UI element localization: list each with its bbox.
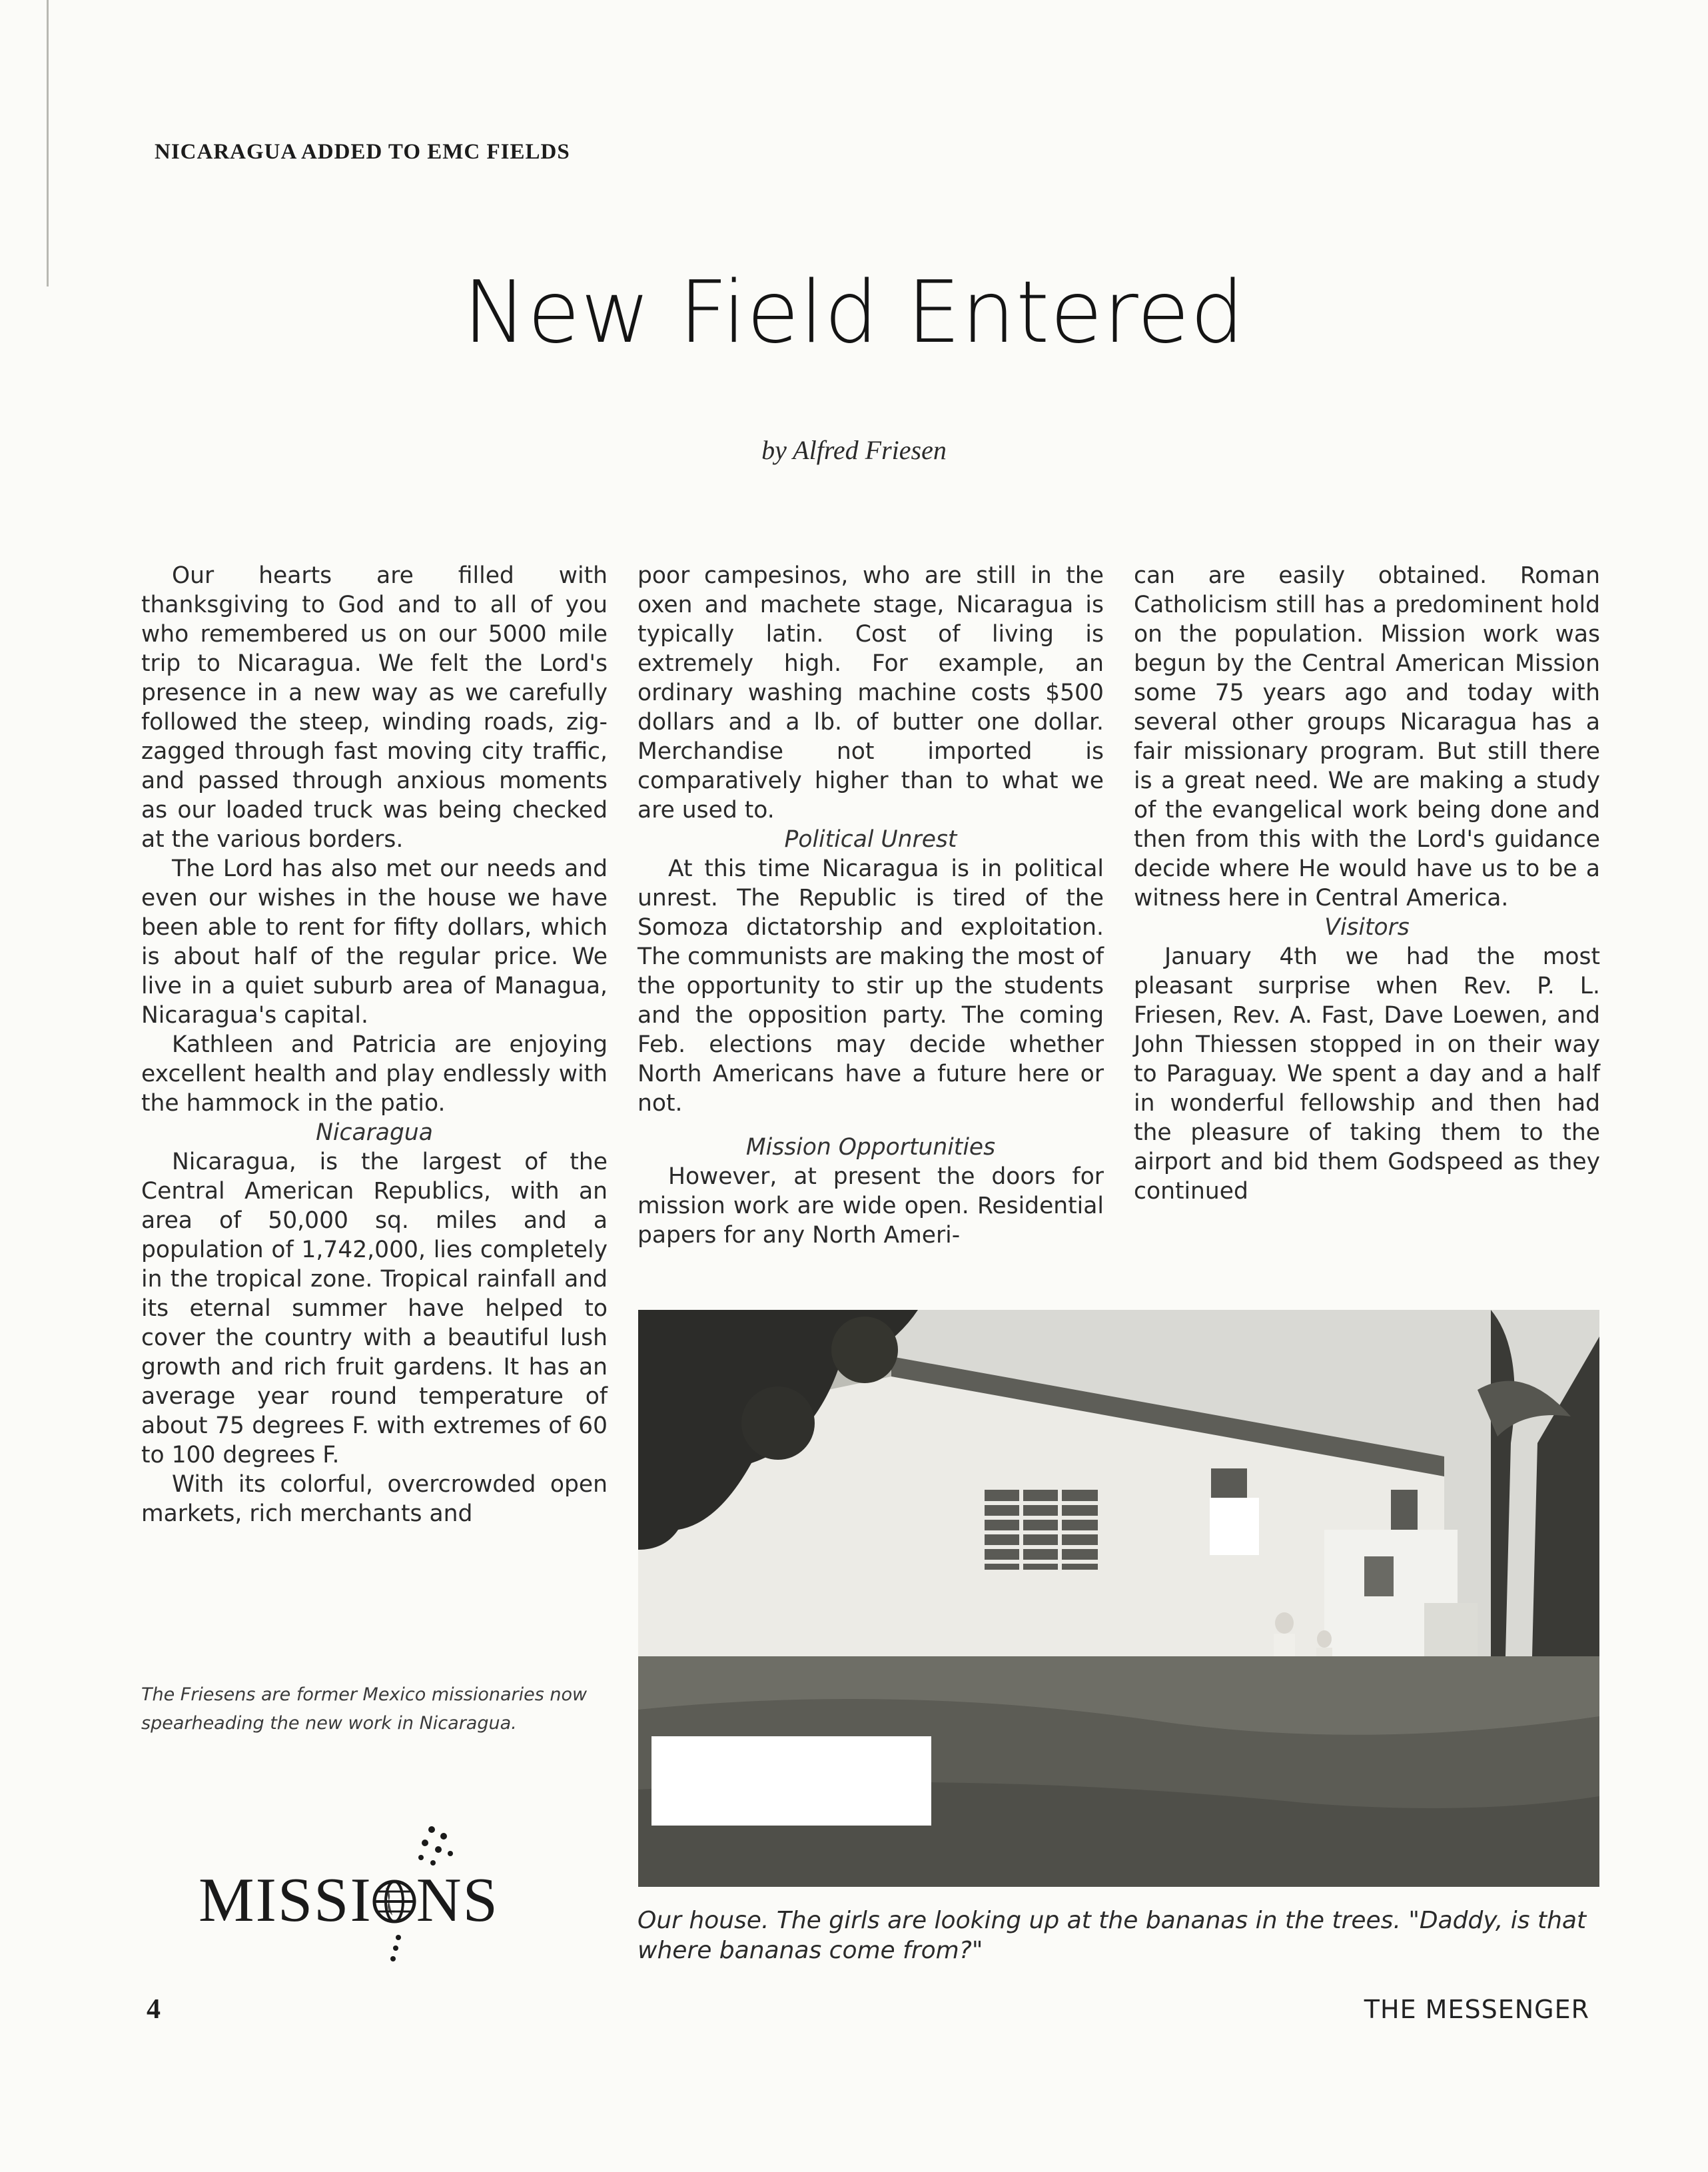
author-caption: The Friesens are former Mexico missionaries now spearheading the new work in Nicaragua.	[141, 1684, 588, 1734]
paragraph: January 4th we had the most pleasant surprise when Rev. P. L. Friesen, Rev. A. Fast, Dave Loewen, and John Thiessen stopped in on their way to Paraguay. We spent a day and a half in wonderful fellowship and then had the pleasure of taking them to the airport and bid them Godspeed as they continued	[1134, 943, 1600, 1205]
article-headline: New Field Entered	[463, 263, 1245, 362]
paragraph: At this time Nicaragua is in political unrest. The Republic is tired of the Somoza dictatorship and exploitation. The communists are making the most of the opportunity to stir up the students and the opposition party. The coming Feb. elections may decide whether North Americans have a future here or not.	[638, 855, 1104, 1117]
paragraph: With its colorful, overcrowded open markets, rich merchants and	[141, 1471, 608, 1527]
paragraph: poor campesinos, who are still in the oxen and machete stage, Nicaragua is typically latin. Cost of living is extremely high. For example, an ordinary washing machine costs $500 dollars and a lb. of butter one dollar. Merchandise not imported is comparatively higher than to what we are used to.	[638, 562, 1104, 823]
article-column-3	[1134, 561, 1600, 1206]
missions-logo	[199, 1824, 545, 1964]
paragraph: The Lord has also met our needs and even our wishes in the house we have been able to rent for fifty dollars, which is about half of the regular price. We live in a quiet suburb area of Managua, Nicaragua's capital.	[141, 855, 608, 1029]
photo-caption: Our house. The girls are looking up at the bananas in the trees. "Daddy, is that where bananas come from?"	[638, 1907, 1587, 1964]
subheading-mission-opportunities: Mission Opportunities	[745, 1134, 996, 1161]
missions-suffix: NS	[416, 1866, 499, 1935]
article-column-2	[638, 561, 1104, 1250]
publication-title: THE MESSENGER	[1364, 1995, 1589, 2024]
subheading-nicaragua: Nicaragua	[316, 1119, 433, 1146]
missions-word	[199, 1864, 499, 1936]
scan-edge	[47, 0, 49, 286]
paragraph: Nicaragua, is the largest of the Central American Republics, with an area of 50,000 sq. miles and a population of 1,742,000, lies completely in the tropical zone. Tropical rainfall and its eternal summer have helped to cover the country with a beautiful lush growth and rich fruit gardens. It has an average year round temperature of about 75 degrees F. with extremes of 60 to 100 degrees F.	[141, 1149, 608, 1468]
paragraph: Our hearts are filled with thanksgiving to God and to all of you who remembered us on our 5000 mile trip to Nicaragua. We felt the Lord's presence in a new way as we carefully followed the steep, winding roads, zig-zagged through fast moving city traffic, and passed through anxious moments as our loaded truck was being checked at the various borders.	[141, 562, 608, 853]
page-number: 4	[147, 1994, 161, 2025]
article-column-1	[141, 561, 608, 1528]
missions-prefix: MISSI	[199, 1866, 372, 1935]
house-photo-illustration	[638, 1310, 1599, 1887]
article-byline: by Alfred Friesen	[761, 435, 947, 465]
paragraph: However, at present the doors for mission work are wide open. Residential papers for any North Ameri-	[638, 1163, 1104, 1249]
paragraph: Kathleen and Patricia are enjoying excellent health and play endlessly with the hammock in the patio.	[141, 1031, 608, 1117]
house-photo	[638, 1310, 1599, 1887]
subheading-visitors: Visitors	[1324, 914, 1410, 941]
globe-icon	[372, 1867, 416, 1911]
paragraph: can are easily obtained. Roman Catholicism still has a predominent hold on the population. Mission work was begun by the Central American Mission some 75 years ago and today with several other groups Nicaragua has a fair missionary program. But still there is a great need. We are making a study of the evangelical work being done and then from this with the Lord's guidance decide where He would have us to be a witness here in Central America.	[1134, 562, 1600, 911]
subheading-political-unrest: Political Unrest	[784, 826, 957, 853]
section-kicker: NICARAGUA ADDED TO EMC FIELDS	[155, 140, 570, 164]
